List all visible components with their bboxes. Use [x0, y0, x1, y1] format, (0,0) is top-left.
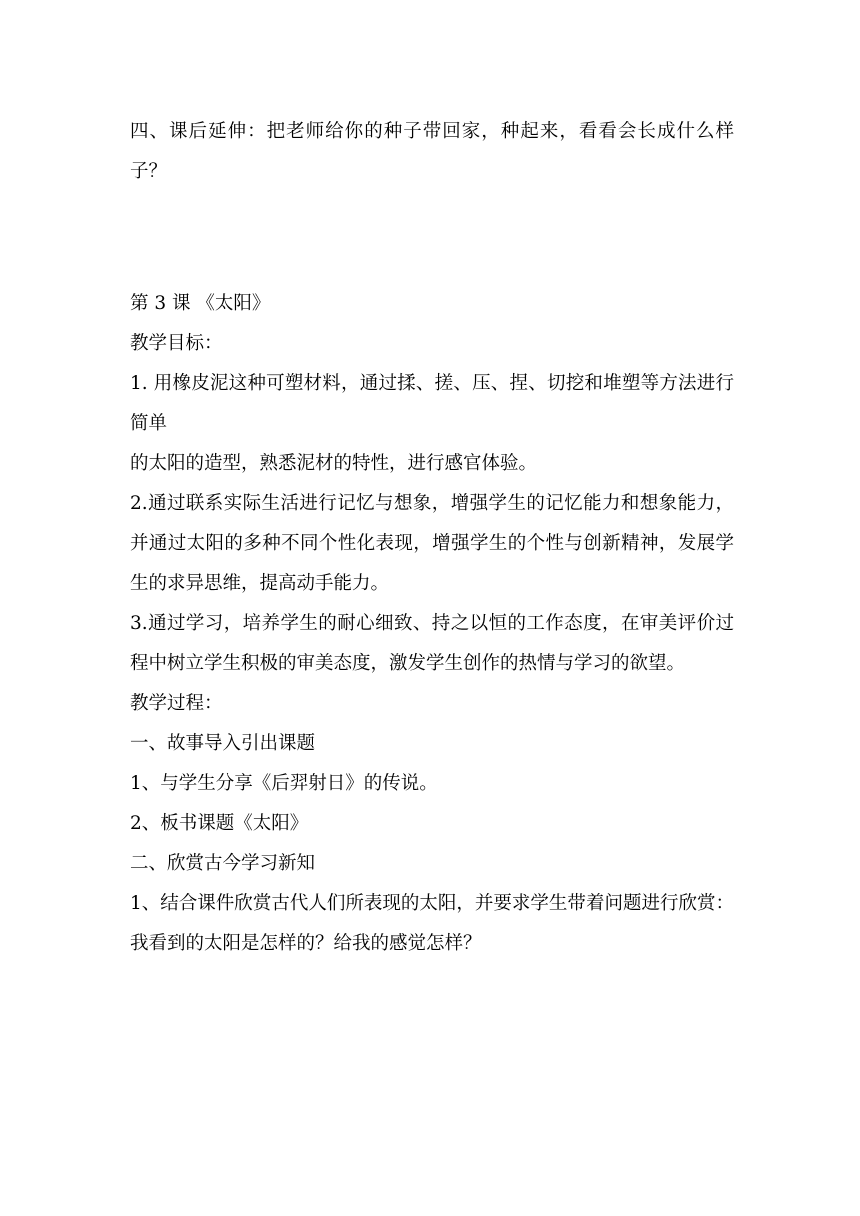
- objectives-heading: 教学目标：: [130, 333, 223, 354]
- section-gap: [130, 192, 734, 284]
- step-2-heading: 二、欣赏古今学习新知: [130, 853, 316, 874]
- document-body: [130, 112, 734, 964]
- step-1-heading: 一、故事导入引出课题: [130, 733, 316, 754]
- lesson-title: 第 3 课 《太阳》: [130, 293, 271, 314]
- step-2-item-1: 1、结合课件欣赏古代人们所表现的太阳，并要求学生带着问题进行欣赏：我看到的太阳是怎样的？给我的感觉怎样？: [130, 893, 734, 954]
- step-1-item-1: 1、与学生分享《后羿射日》的传说。: [130, 773, 438, 794]
- objective-2: 2.通过联系实际生活进行记忆与想象，增强学生的记忆能力和想象能力，并通过太阳的多种不同个性化表现，增强学生的个性与创新精神，发展学生的求异思维，提高动手能力。: [130, 493, 734, 594]
- objective-1-line-2: 的太阳的造型，熟悉泥材的特性，进行感官体验。: [130, 453, 538, 474]
- objective-3: 3.通过学习，培养学生的耐心细致、持之以恒的工作态度，在审美评价过程中树立学生积极的审美态度，激发学生创作的热情与学习的欲望。: [130, 613, 734, 674]
- process-heading: 教学过程：: [130, 693, 223, 714]
- objective-1-line-1: 1. 用橡皮泥这种可塑材料，通过揉、搓、压、捏、切挖和堆塑等方法进行简单: [130, 373, 734, 434]
- extension-paragraph: 四、课后延伸：把老师给你的种子带回家，种起来，看看会长成什么样子？: [130, 121, 734, 182]
- step-1-item-2: 2、板书课题《太阳》: [130, 813, 309, 834]
